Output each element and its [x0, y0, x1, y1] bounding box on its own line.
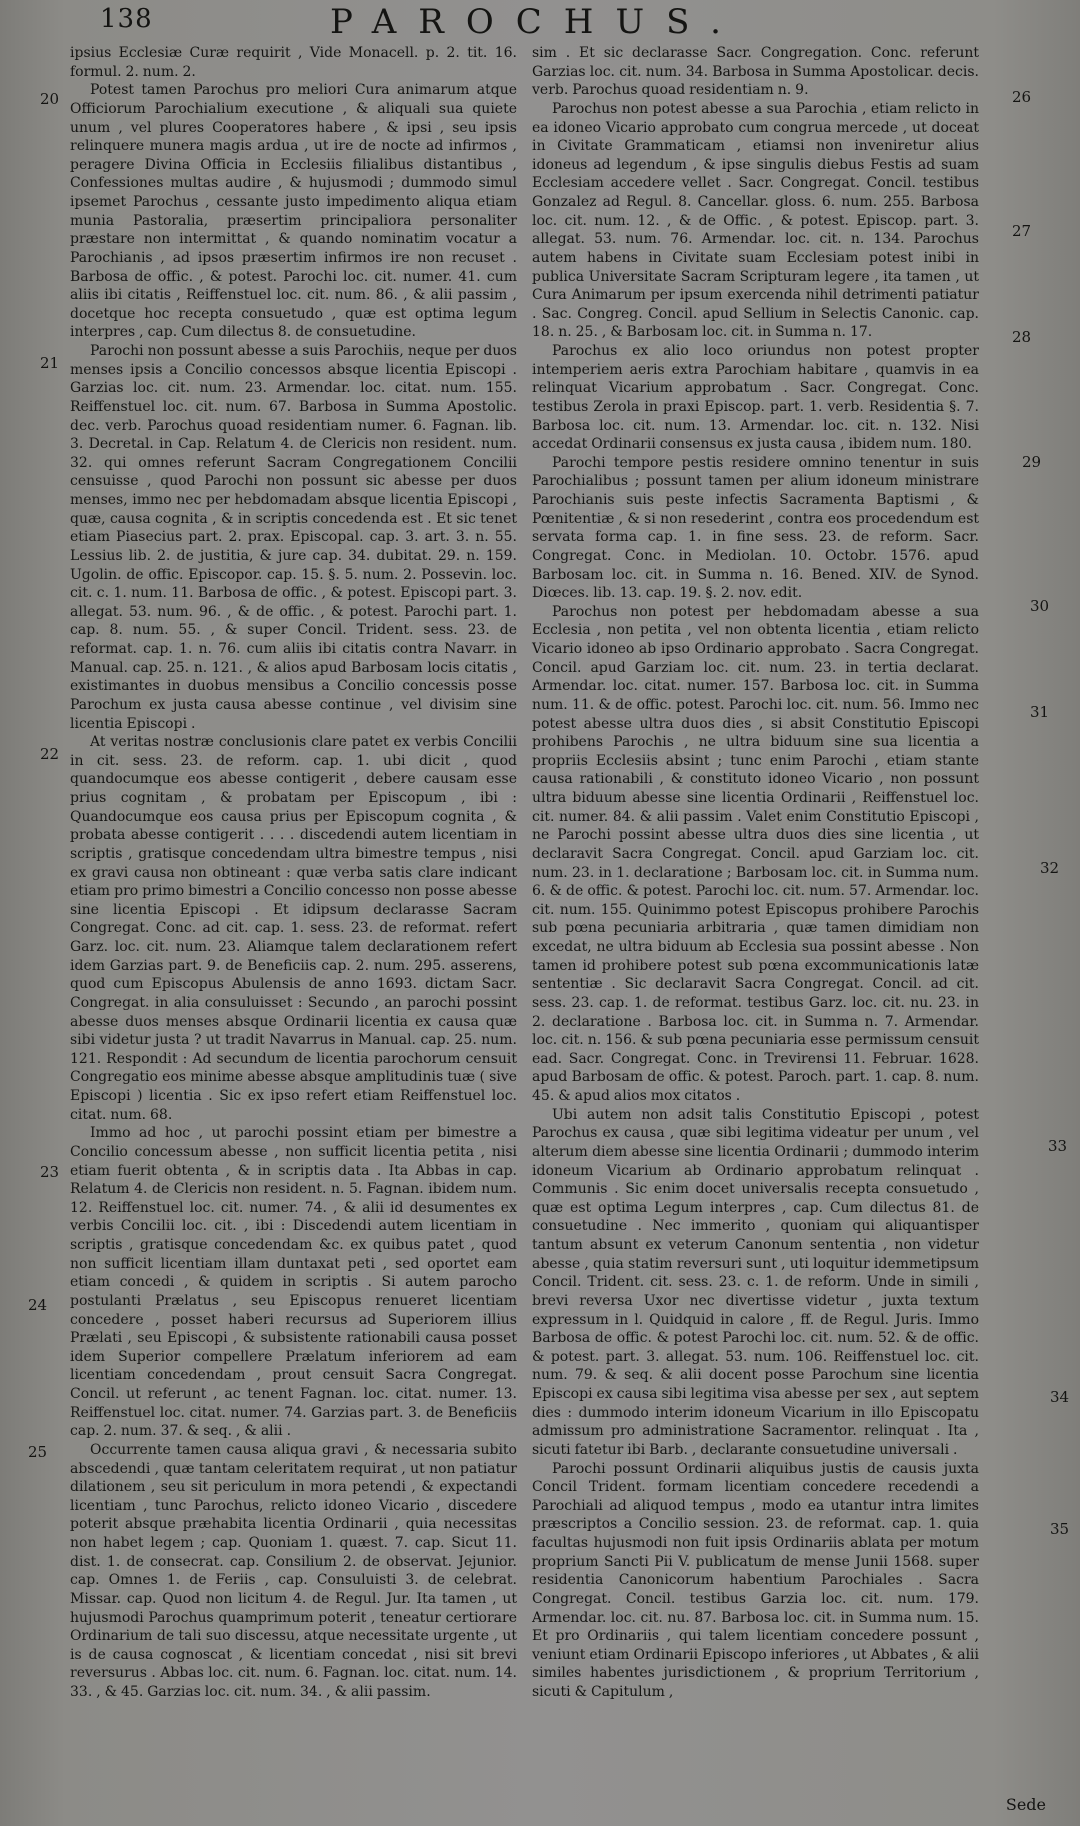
page-number: 138: [100, 4, 153, 34]
margin-number: 35: [1050, 1520, 1070, 1538]
margin-number: 31: [1030, 703, 1050, 721]
paragraph: Parochi non possunt abesse a suis Parochiis, neque per duos menses ipsis a Concilio concessos absque licentia Episcopi . Garzias loc. cit. num. 23. Armendar. loc. citat. num. 155. Reiffenstuel loc. cit. num. 67. Barbosa in Summa Apostolic. dec. verb. Parochus quoad residentiam numer. 6. Fagnan. lib. 3. Decretal. in Cap. Relatum 4. de Clericis non resident. num. 32. qui omnes referunt Sacram Congregationem Concilii censuisse , quod Parochi non possunt sic abesse per duos menses, immo nec per hebdomadam absque licentia Episcopi , quæ, causa cognita , & in scriptis concedenda est . Et sic tenet etiam Piasecius part. 2. prax. Episcopal. cap. 3. art. 3. n. 55. Lessius lib. 2. de justitia, & jure cap. 34. dubitat. 29. n. 159. Ugolin. de offic. Episcopor. cap. 15. §. 5. num. 2. Possevin. loc. cit. c. 1. num. 11. Barbosa de offic. , & potest. Episcopi part. 3. allegat. 53. num. 96. , & de offic. , & potest. Parochi part. 1. cap. 8. num. 55. , & super Concil. Trident. sess. 23. de reformat. cap. 1. n. 76. cum aliis ibi citatis contra Navarr. in Manual. cap. 25. n. 121. , & alios apud Barbosam locis citatis , existimantes in duobus mensibus a Concilio concessis posse Parochum ex justa causa abesse continue , vel divisim sine licentia Episcopi .: [70, 343, 517, 732]
margin-number: 21: [40, 354, 60, 372]
paragraph: Parochi possunt Ordinarii aliquibus justis de causis juxta Concil Trident. formam licentiam concedere recedendi a Parochiali ad aliquod tempus , modo ea utantur intra limites præscriptos a Concilio session. 23. de reformat. cap. 1. quia facultas hujusmodi non fuit ipsis Ordinariis ablata per motum proprium Sancti Pii V. publicatum de mense Junii 1568. super residentia Canonicorum habentium Parochiales . Sacra Congregat. Concil. testibus Garzia loc. cit. num. 179. Armendar. loc. cit. nu. 87. Barbosa loc. cit. in Summa num. 15. Et pro Ordinariis , qui talem licentiam concedere possunt , veniunt etiam Ordinarii Episcopo inferiores , ut Abbates , & alii similes habentes jurisdictionem , & proprium Territorium , sicuti & Capitulum ,: [532, 1460, 979, 1700]
margin-number: 23: [40, 1163, 60, 1181]
running-title: PAROCHUS.: [330, 2, 743, 42]
margin-number: 29: [1022, 453, 1042, 471]
paragraph: Occurrente tamen causa aliqua gravi , & necessaria subito abscedendi , quæ tantam celeritatem requirat , ut non patiatur dilationem , seu sit periculum in mora petendi , & expectandi licentiam , tunc Parochus, relicto idoneo Vicario , discedere poterit absque præhabita licentia Ordinarii , quia necessitas non habet legem ; cap. Quoniam 1. quæst. 7. cap. Sicut 11. dist. 1. de consecrat. cap. Consilium 2. de observat. Jejunior. cap. Omnes 1. de Feriis , cap. Consuluisti 3. de celebrat. Missar. cap. Quod non licitum 4. de Regul. Jur. Ita tamen , ut hujusmodi Parochus quamprimum poterit , teneatur certiorare Ordinarium de tali suo discessu, atque necessitate urgente , ut is de causa cognoscat , & licentiam concedat , nisi sit brevi reversurus . Abbas loc. cit. num. 6. Fagnan. loc. citat. num. 14. 33. , & 45. Garzias loc. cit. num. 34. , & alii passim.: [70, 1441, 517, 1700]
paragraph: Immo ad hoc , ut parochi possint etiam per bimestre a Concilio concessum abesse , non sufficit licentia petita , nisi etiam fuerit obtenta , & in scriptis data . Ita Abbas in cap. Relatum 4. de Clericis non resident. n. 5. Fagnan. ibidem num. 12. Reiffenstuel loc. cit. numer. 74. , & alii id desumentes ex verbis Concilii loc. cit. , ibi : Discedendi autem licentiam in scriptis , gratisque concedendam &c. ex quibus patet , quod non sufficit licentiam illam duntaxat peti , sed oportet eam etiam concedi , & quidem in scriptis . Si autem parocho postulanti Prælatus , seu Episcopus renueret licentiam concedere , posset haberi recursus ad Superiorem illius Prælati , seu Episcopi , & subsistente rationabili causa posset idem Superior compellere Prælatum inferiorem ad eam licentiam concedendam , prout censuit Sacra Congregat. Concil. ut referunt , ac tenent Fagnan. loc. citat. numer. 13. Reiffenstuel loc. citat. numer. 74. Garzias part. 3. de Beneficiis cap. 2. num. 37. & seq. , & alii .: [70, 1125, 517, 1440]
left-column: [70, 44, 517, 1702]
paragraph: Ubi autem non adsit talis Constitutio Episcopi , potest Parochus ex causa , quæ sibi legitima videatur per unum , vel alterum diem abesse sine licentia Ordinarii ; dummodo interim idoneum Vicarium ab Ordinario approbatum relinquat . Communis . Sic enim docet universalis recepta consuetudo , quæ est optima Legum interpres , cap. Cum dilectus 81. de consuetudine . Nec immerito , quoniam qui aliquantisper tantum absunt ex veterum Canonum sententia , non videtur abesse , quia statim reversuri sunt , uti loquitur idemmetipsum Concil. Trident. cit. sess. 23. c. 1. de reform. Unde in simili , brevi reversa Uxor nec divertisse videtur , juxta textum expressum in l. Quidquid in calore , ff. de Regul. Juris. Immo Barbosa de offic. & potest Parochi loc. cit. num. 52. & de offic. & potest. part. 3. allegat. 53. num. 106. Reiffenstuel loc. cit. num. 79. & seq. & alii docent posse Parochum sine licentia Episcopi ex causa sibi legitima visa abesse per sex , aut septem dies : dummodo interim idoneum Vicarium in illo Episcopatu admissum pro administratione Sacramentor. relinquat . Ita , sicuti fatetur ibi Barb. , declarante consuetudine universali .: [532, 1106, 979, 1458]
margin-number: 25: [28, 1443, 48, 1461]
paragraph: Parochus ex alio loco oriundus non potest propter intemperiem aeris extra Parochiam habitare , quamvis in ea relinquat Vicarium approbatum . Sacr. Congregat. Conc. testibus Zerola in praxi Episcop. part. 1. verb. Residentia §. 7. Barbosa loc. cit. num. 13. Armendar. loc. cit. n. 132. Nisi accedat Ordinarii consensus ex justa causa , ibidem num. 180.: [532, 343, 979, 453]
paragraph: Parochus non potest per hebdomadam abesse a sua Ecclesia , non petita , vel non obtenta licentia , etiam relicto Vicario idoneo ab ipso Ordinario approbato . Sacra Congregat. Concil. apud Garziam loc. cit. num. 23. in tertia declarat. Armendar. loc. citat. numer. 157. Barbosa loc. cit. in Summa num. 11. & de offic. potest. Parochi loc. cit. num. 56. Immo nec potest abesse ultra duos dies , si absit Constitutio Episcopi prohibens Parochis , ne ultra biduum sine sua licentia a propriis Ecclesiis absint ; tunc enim Parochi , etiam stante causa rationabili , & constituto idoneo Vicario , non possunt ultra biduum abesse sine licentia Ordinarii , Reiffenstuel loc. cit. numer. 84. & alii passim . Valet enim Constitutio Episcopi , ne Parochi possint abesse ultra duos dies sine licentia , ut declaravit Sacra Congregat. Concil. apud Garziam loc. cit. num. 23. in 1. declaratione ; Barbosam loc. cit. in Summa num. 6. & de offic. & potest. Parochi loc. cit. num. 57. Armendar. loc. cit. num. 155. Quinimmo potest Episcopus prohibere Parochis sub pœna pecuniaria arbitraria , quæ tamen dimidiam non excedat, ne ultra biduum ab Ecclesia sua possint abesse . Non tamen id prohibere potest sub pœna excommunicationis latæ sententiæ . Sic declaravit Sacra Congregat. Concil. ad cit. sess. 23. cap. 1. de reformat. testibus Garz. loc. cit. nu. 23. in 2. declaratione . Barbosa loc. cit. in Summa n. 7. Armendar. loc. cit. n. 156. & sub pœna pecuniaria esse permissum censuit ead. Sacr. Congregat. Conc. in Trevirensi 11. Februar. 1628. apud Barbosam de offic. & potest. Paroch. part. 1. cap. 8. num. 45. & apud alios mox citatos .: [532, 603, 979, 1104]
page-header: [100, 4, 1030, 40]
paragraph: Parochi tempore pestis residere omnino tenentur in suis Parochialibus ; possunt tamen per alium idoneum ministrare Parochianis suis peste infectis Sacramenta Baptismi , & Pœnitentiæ , & si non resederint , contra eos procedendum est servata forma cap. 1. in fine sess. 23. de reform. Sacr. Congregat. Conc. in Mediolan. 10. Octobr. 1576. apud Barbosam loc. cit. in Summa n. 16. Bened. XIV. de Synod. Diœces. lib. 13. cap. 19. §. 2. nov. edit.: [532, 454, 979, 602]
margin-number: 24: [28, 1296, 48, 1314]
paragraph: Potest tamen Parochus pro meliori Cura animarum atque Officiorum Parochialium executione , & aliquali sua quiete unum , vel plures Cooperatores habere , & ipsi , seu ipsis relinquere munera magis ardua , ut ire de nocte ad infirmos , peragere Divina Officia in Ecclesiis filialibus distantibus , Confessiones multas audire , & hujusmodi ; dummodo simul ipsemet Parochus , cessante justo impedimento aliqua etiam munia Pastoralia, præsertim principaliora personaliter præstare non intermittat , & quando nominatim vocatur a Parochianis , ad ipsos præsertim infirmos ire non recuset . Barbosa de offic. , & potest. Parochi loc. cit. numer. 41. cum aliis ibi citatis , Reiffenstuel loc. cit. num. 86. , & alii passim , docetque hoc recepta consuetudo , quæ est optima legum interpres , cap. Cum dilectus 8. de consuetudine.: [70, 82, 517, 341]
margin-number: 34: [1050, 1388, 1070, 1406]
margin-number: 26: [1012, 88, 1032, 106]
margin-number: 30: [1030, 597, 1050, 615]
paragraph: At veritas nostræ conclusionis clare patet ex verbis Concilii in cit. sess. 23. de reform. cap. 1. ubi dicit , quod quandocumque eos abesse contigerit , debere causam esse prius cognitam , & probatam per Episcopum , ibi : Quandocumque eos causa prius per Episcopum cognita , & probata abesse contigerit . . . . discedendi autem licentiam in scriptis , gratisque concedendam ultra bimestre tempus , nisi ex gravi causa non obtineant : quæ verba satis clare indicant etiam pro primo bimestri a Concilio concesso non posse abesse sine licentia Episcopi . Et idipsum declarasse Sacram Congregat. Conc. ad cit. cap. 1. sess. 23. de reformat. refert Garz. loc. cit. num. 23. Aliamque talem declarationem refert idem Garzias part. 9. de Beneficiis cap. 2. num. 295. asserens, quod cum Episcopus Abulensis de anno 1693. dictam Sacr. Congregat. in alia consuluisset : Secundo , an parochi possint abesse duos menses absque Ordinarii licentia ex causa quæ sibi videtur justa ? ut tradit Navarrus in Manual. cap. 25. num. 121. Respondit : Ad secundum de licentia parochorum censuit Congregatio eos minime abesse absque amplitudinis tuæ ( sive Episcopi ) licentia . Sic ex ipso refert etiam Reiffenstuel loc. citat. num. 68.: [70, 734, 517, 1123]
paragraph: sim . Et sic declarasse Sacr. Congregation. Conc. referunt Garzias loc. cit. num. 34. Barbosa in Summa Apostolicar. decis. verb. Parochus quoad residentiam n. 9.: [532, 45, 979, 99]
margin-number: 32: [1040, 859, 1060, 877]
margin-number: 28: [1012, 328, 1032, 346]
catchword: Sede: [1005, 1795, 1046, 1814]
margin-number: 20: [40, 90, 60, 108]
paragraph: Parochus non potest abesse a sua Parochia , etiam relicto in ea idoneo Vicario approbato cum congrua mercede , ut doceat in Civitate Grammaticam , etiamsi non inveniretur alius idoneus ad legendum , & ipse singulis diebus Festis ad suam Ecclesiam accedere vellet . Sacr. Congregat. Concil. testibus Gonzalez ad Regul. 8. Cancellar. gloss. 6. num. 255. Barbosa loc. cit. num. 12. , & de Offic. , & potest. Episcop. part. 3. allegat. 53. num. 76. Armendar. loc. cit. n. 134. Parochus autem habens in Civitate suam Ecclesiam potest inibi in publica Universitate Sacram Scripturam legere , ita tamen , ut Cura Animarum per ipsum exercenda nihil detrimenti patiatur . Sac. Congreg. Concil. apud Sellium in Selectis Canonic. cap. 18. n. 25. , & Barbosam loc. cit. in Summa n. 17.: [532, 100, 979, 341]
paragraph: ipsius Ecclesiæ Curæ requirit , Vide Monacell. p. 2. tit. 16. formul. 2. num. 2.: [70, 45, 517, 80]
margin-number: 27: [1012, 222, 1032, 240]
margin-number: 22: [40, 745, 60, 763]
right-column: [532, 44, 979, 1702]
margin-number: 33: [1048, 1137, 1068, 1155]
